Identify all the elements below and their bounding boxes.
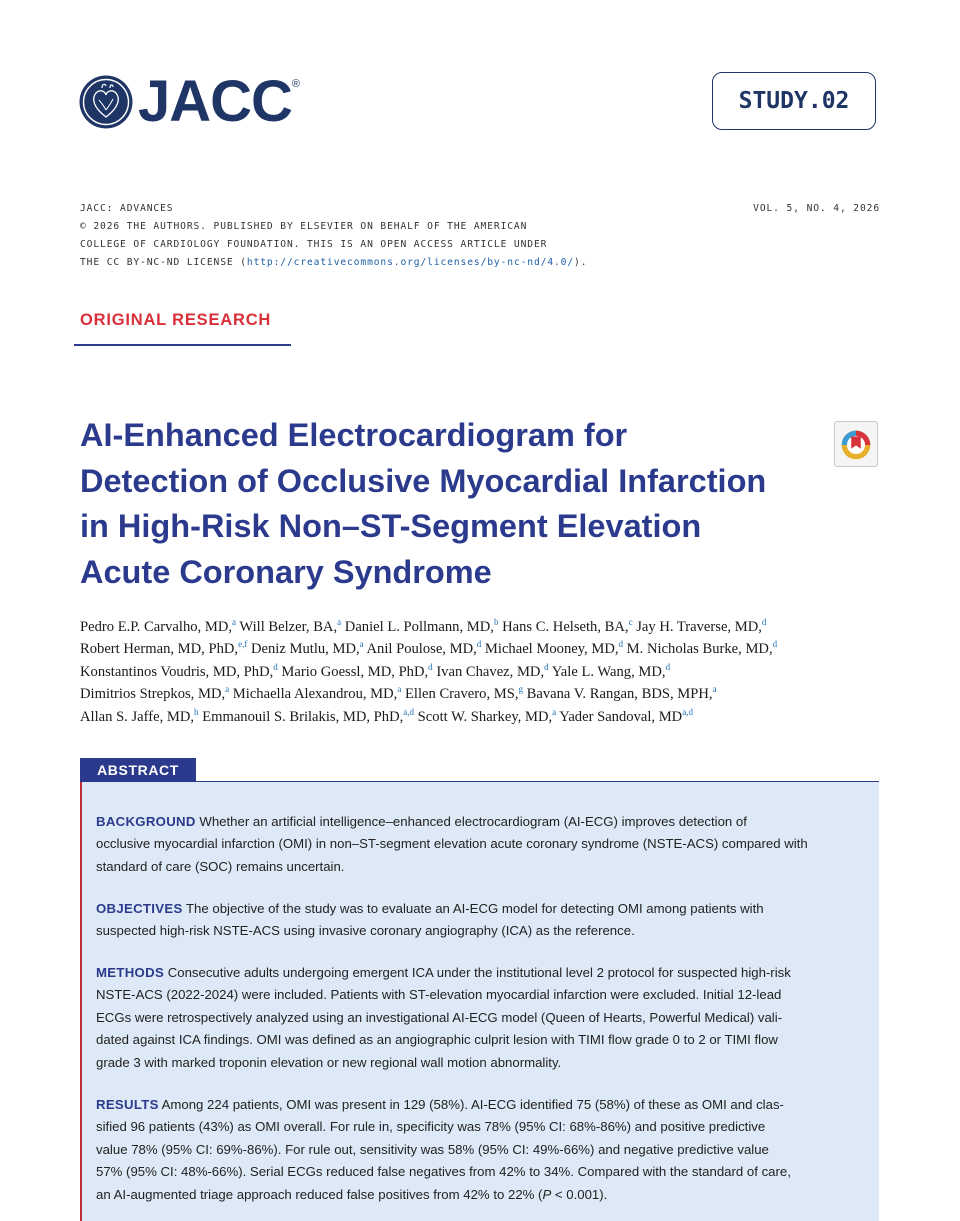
author-list [80, 616, 900, 728]
affiliation-marker[interactable]: d [476, 639, 482, 650]
author-name[interactable]: Hans C. Helseth, BA, [498, 619, 629, 635]
abstract-line [96, 1094, 866, 1116]
affiliation-marker[interactable]: a [225, 684, 230, 695]
study-badge: STUDY.02 [712, 72, 876, 130]
abstract-text: an AI-augmented triage approach reduced false positives from 42% to 22% ( [96, 1186, 543, 1202]
abstract-line [96, 962, 866, 984]
affiliation-marker[interactable]: a,d [403, 706, 415, 717]
author-name[interactable]: Will Belzer, BA, [236, 619, 338, 635]
affiliation-marker[interactable]: e,f [238, 639, 248, 650]
abstract-objectives [96, 898, 866, 943]
objectives-heading: OBJECTIVES [96, 901, 183, 916]
affiliation-marker[interactable]: d [761, 617, 767, 627]
author-line [80, 616, 900, 638]
author-name[interactable]: Ivan Chavez, MD, [432, 663, 545, 680]
abstract-line: suspected high-risk NSTE-ACS using invasive coronary angiography (ICA) as the reference. [96, 923, 635, 939]
affiliation-marker[interactable]: a,d [682, 706, 693, 717]
title-line: in High-Risk Non–ST-Segment Elevation [80, 508, 702, 544]
affiliation-marker[interactable]: d [273, 661, 278, 672]
author-name[interactable]: Bavana V. Rangan, BDS, MPH, [522, 686, 713, 703]
affiliation-marker[interactable]: g [518, 684, 523, 695]
p-value-symbol: P [542, 1186, 552, 1202]
abstract-line [96, 898, 866, 920]
abstract-text: < 0.001). [551, 1186, 608, 1202]
abstract-text: The objective of the study was to evaluate an AI-ECG model for detecting OMI among patients with [182, 901, 764, 916]
copyright-line-1: © 2026 THE AUTHORS. PUBLISHED BY ELSEVIER ON BEHALF OF THE AMERICAN [80, 221, 528, 232]
abstract-text: Consecutive adults undergoing emergent ICA under the institutional level 2 protocol for suspected high-risk [164, 965, 791, 980]
abstract-line: grade 3 with marked troponin elevation or new regional wall motion abnormality. [96, 1054, 562, 1070]
title-line: Acute Coronary Syndrome [80, 553, 492, 590]
author-name[interactable]: Konstantinos Voudris, MD, PhD, [80, 663, 274, 680]
author-name[interactable]: Emmanouil S. Brilakis, MD, PhD, [198, 708, 404, 725]
abstract-line: 57% (95% CI: 48%-66%). Serial ECGs reduced false negatives from 42% to 34%. Compared with the standard of care, [96, 1164, 791, 1180]
author-name[interactable]: Yale L. Wang, MD, [548, 663, 666, 680]
license-suffix: ). [574, 257, 588, 268]
author-line [80, 683, 900, 705]
volume-info: VOL. 5, NO. 4, 2026 [753, 203, 880, 214]
abstract-line: standard of care (SOC) remains uncertain. [96, 858, 345, 874]
title-line: AI-Enhanced Electrocardiogram for [80, 417, 628, 453]
affiliation-marker[interactable]: a [232, 617, 237, 627]
author-name[interactable]: Michaella Alexandrou, MD, [229, 686, 398, 703]
author-name[interactable]: Michael Mooney, MD, [481, 641, 619, 658]
affiliation-marker[interactable]: d [772, 639, 778, 650]
license-link[interactable]: http://creativecommons.org/licenses/by-nc-nd/4.0/ [246, 257, 575, 268]
affiliation-marker[interactable]: c [628, 617, 633, 627]
author-name[interactable]: Ellen Cravero, MS, [401, 686, 519, 703]
affiliation-marker[interactable]: b [493, 617, 499, 627]
abstract-line: occlusive myocardial infarction (OMI) in non–ST-segment elevation acute coronary syndrome (NSTE-ACS) compared with [96, 836, 808, 852]
author-name[interactable]: Daniel L. Pollmann, MD, [341, 619, 494, 635]
abstract-background [96, 811, 866, 878]
background-heading: BACKGROUND [96, 814, 196, 829]
license-prefix: THE CC BY-NC-ND LICENSE ( [80, 257, 247, 268]
title-line: Detection of Occlusive Myocardial Infarction [80, 462, 767, 499]
section-divider [74, 344, 291, 346]
affiliation-marker[interactable]: a [337, 617, 342, 627]
abstract-label: ABSTRACT [80, 758, 196, 782]
abstract-line: value 78% (95% CI: 69%-86%). For rule out, sensitivity was 58% (95% CI: 49%-66%) and negative predictive value [96, 1141, 769, 1157]
abstract-text: Whether an artificial intelligence–enhanced electrocardiogram (AI-ECG) improves detection of [195, 814, 747, 829]
abstract-line [96, 811, 866, 833]
affiliation-marker[interactable]: d [428, 661, 433, 672]
author-name[interactable]: Jay H. Traverse, MD, [632, 619, 762, 635]
author-name[interactable]: M. Nicholas Burke, MD, [623, 641, 773, 658]
author-line [80, 638, 900, 660]
affiliation-marker[interactable]: h [194, 706, 199, 717]
abstract-line: sified 96 patients (43%) as OMI overall. For rule in, specificity was 78% (95% CI: 68%-86%) and positive predictive [96, 1119, 766, 1135]
affiliation-marker[interactable]: a [552, 706, 557, 717]
author-name[interactable]: Pedro E.P. Carvalho, MD, [80, 619, 233, 635]
journal-logo [78, 69, 301, 134]
author-name[interactable]: Anil Poulose, MD, [363, 641, 477, 658]
affiliation-marker[interactable]: a [712, 684, 717, 695]
abstract-line: NSTE-ACS (2022-2024) were included. Patients with ST-elevation myocardial infarction were excluded. Initial 12-lead [96, 987, 782, 1003]
abstract-results [96, 1094, 866, 1206]
abstract-text: Among 224 patients, OMI was present in 129 (58%). AI-ECG identified 75 (58%) of these as OMI and clas- [158, 1097, 784, 1112]
abstract-line: ECGs were retrospectively analyzed using an investigational AI-ECG model (Queen of Hearts, Powerful Medical) vali- [96, 1009, 783, 1025]
article-type-label: ORIGINAL RESEARCH [80, 311, 272, 329]
publication-meta [80, 200, 600, 272]
author-name[interactable]: Allan S. Jaffe, MD, [80, 708, 195, 725]
methods-heading: METHODS [96, 965, 165, 980]
journal-logo-text: JACC [138, 69, 292, 134]
author-name[interactable]: Yader Sandoval, MD [556, 708, 683, 725]
abstract-methods [96, 962, 866, 1074]
author-line [80, 661, 900, 683]
abstract-line: dated against ICA findings. OMI was defined as an angiographic culprit lesion with TIMI flow grade 0 to 2 or TIMI flow [96, 1032, 778, 1048]
author-name[interactable]: Deniz Mutlu, MD, [247, 641, 360, 658]
author-name[interactable]: Scott W. Sharkey, MD, [414, 708, 553, 725]
copyright-line-2: COLLEGE OF CARDIOLOGY FOUNDATION. THIS IS AN OPEN ACCESS ARTICLE UNDER [80, 239, 548, 250]
author-line [80, 706, 900, 728]
affiliation-marker[interactable]: d [665, 661, 671, 672]
abstract-line [96, 1184, 866, 1206]
author-name[interactable]: Mario Goessl, MD, PhD, [277, 663, 429, 680]
affiliation-marker[interactable]: d [544, 661, 549, 672]
affiliation-marker[interactable]: a [397, 684, 402, 695]
affiliation-marker[interactable]: a [359, 639, 364, 650]
heart-seal-icon [78, 74, 134, 130]
license-line [80, 254, 600, 272]
affiliation-marker[interactable]: d [618, 639, 624, 650]
crossmark-icon[interactable] [834, 421, 878, 467]
author-name[interactable]: Robert Herman, MD, PhD, [80, 641, 239, 658]
author-name[interactable]: Dimitrios Strepkos, MD, [80, 686, 226, 703]
article-title [80, 413, 880, 595]
results-heading: RESULTS [96, 1097, 159, 1112]
journal-name: JACC: ADVANCES [80, 203, 174, 214]
registered-mark: ® [291, 78, 301, 90]
